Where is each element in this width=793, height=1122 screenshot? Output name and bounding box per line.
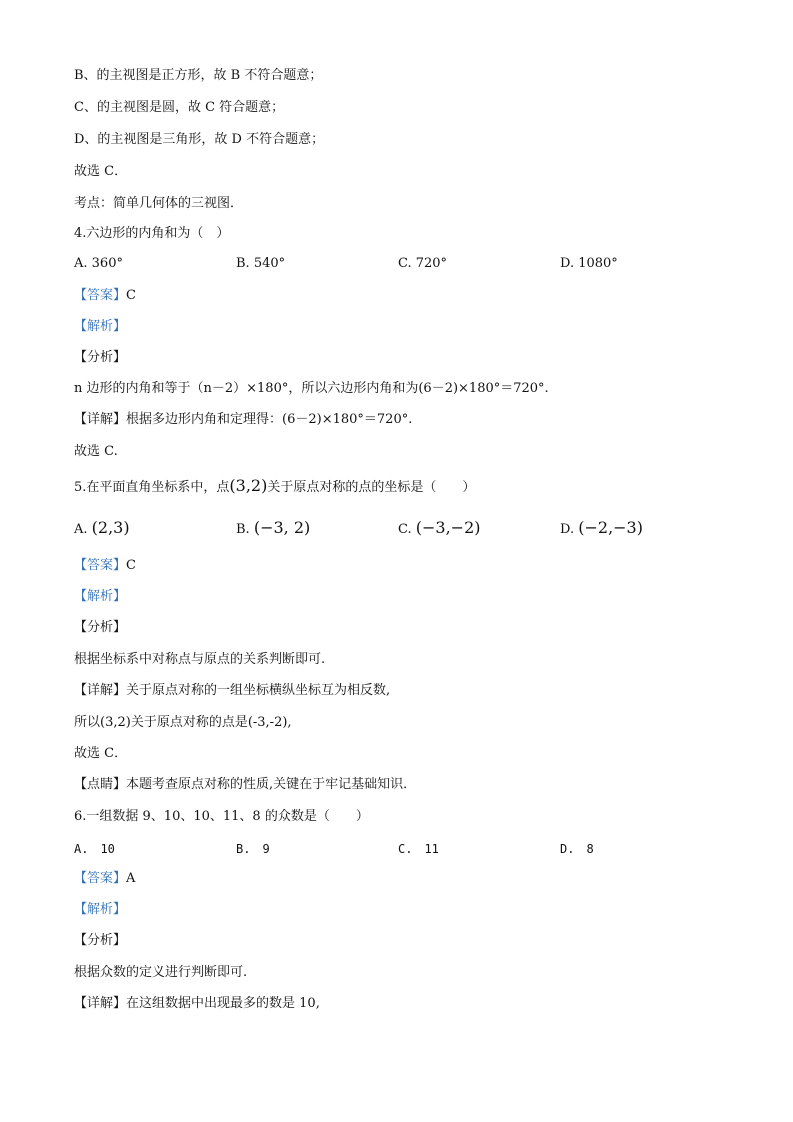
stem-post: 关于原点对称的点的坐标是（ ）: [267, 480, 476, 495]
conclusion: 故选 C.: [74, 444, 118, 459]
option-label: B.: [236, 522, 250, 537]
detail-text: 关于原点对称的一组坐标横纵坐标互为相反数,: [126, 683, 391, 698]
fenxi-text: 根据坐标系中对称点与原点的关系判断即可.: [74, 652, 326, 667]
detail-line: [74, 995, 320, 1013]
option-value: (−2,−3): [578, 518, 643, 537]
detail-text: 根据多边形内角和定理得：(6－2)×180°＝720°.: [126, 412, 413, 427]
fenxi-tag: 【分析】: [74, 933, 127, 948]
dianjing-line: [74, 776, 416, 794]
fenxi-tag: 【分析】: [74, 620, 127, 635]
answer-tag: 【答案】: [74, 558, 127, 573]
option-c: C. 720°: [398, 256, 448, 271]
stem-pre: 5.在平面直角坐标系中，点: [74, 480, 230, 495]
option-a: A. 360°: [74, 256, 123, 271]
analysis-tag: 【解析】: [74, 589, 127, 604]
option-b: B. 9: [236, 842, 270, 856]
text-line: 考点：简单几何体的三视图．: [74, 196, 244, 211]
option-a: [74, 518, 130, 537]
dianjing-tag: 【点睛】: [74, 777, 127, 792]
option-a: A. 10: [74, 842, 115, 856]
analysis-tag: 【解析】: [74, 902, 127, 917]
analysis-tag: 【解析】: [74, 319, 127, 334]
text-line: D、的主视图是三角形，故 D 不符合题意；: [74, 132, 325, 147]
answer-line: [74, 287, 136, 305]
answer-line: [74, 557, 136, 575]
detail-line: [74, 411, 412, 429]
option-d: D. 1080°: [560, 256, 618, 271]
question-4-stem: 4.六边形的内角和为（ ）: [74, 226, 230, 241]
stem-point: (3,2): [229, 476, 268, 495]
answer-tag: 【答案】: [74, 288, 127, 303]
option-b: B. 540°: [236, 256, 286, 271]
answer-tag: 【答案】: [74, 871, 127, 886]
option-d: [560, 518, 643, 537]
option-b: [236, 518, 310, 537]
question-4-options: [74, 256, 734, 276]
detail-line: [74, 682, 390, 700]
option-label: A.: [74, 522, 88, 537]
fenxi-text: n 边形的内角和等于（n－2）×180°，所以六边形内角和为(6－2)×180°＝720°.: [74, 381, 549, 396]
detail-tag: 【详解】: [74, 412, 127, 427]
detail-tag: 【详解】: [74, 996, 127, 1011]
question-5-options: [74, 518, 734, 538]
question-6-options: [74, 840, 734, 860]
text-line: C、的主视图是圆，故 C 符合题意；: [74, 100, 285, 115]
option-value: (−3, 2): [253, 518, 311, 537]
answer-line: [74, 870, 135, 888]
option-c: [398, 518, 481, 537]
question-5-stem: [74, 477, 475, 497]
answer-value: C: [126, 288, 136, 303]
option-value: (−3,−2): [415, 518, 481, 537]
option-c: C. 11: [398, 842, 439, 856]
fenxi-tag: 【分析】: [74, 350, 127, 365]
dianjing-text: 本题考查原点对称的性质,关键在于牢记基础知识．: [126, 777, 417, 792]
detail-text: 在这组数据中出现最多的数是 10,: [126, 996, 320, 1011]
detail-text-2: 所以(3,2)关于原点对称的点是(-3,-2),: [74, 715, 292, 730]
option-label: C.: [398, 522, 412, 537]
text-line: 故选 C．: [74, 164, 128, 179]
question-6-stem: 6.一组数据 9、10、10、11、8 的众数是（ ）: [74, 809, 369, 824]
text-line: B、的主视图是正方形，故 B 不符合题意；: [74, 68, 323, 83]
option-d: D. 8: [560, 842, 594, 856]
answer-value: A: [126, 871, 136, 886]
answer-value: C: [126, 558, 136, 573]
option-label: D.: [560, 522, 575, 537]
option-value: (2,3): [91, 518, 130, 537]
detail-tag: 【详解】: [74, 683, 127, 698]
conclusion: 故选 C．: [74, 746, 128, 761]
fenxi-text: 根据众数的定义进行判断即可.: [74, 965, 248, 980]
